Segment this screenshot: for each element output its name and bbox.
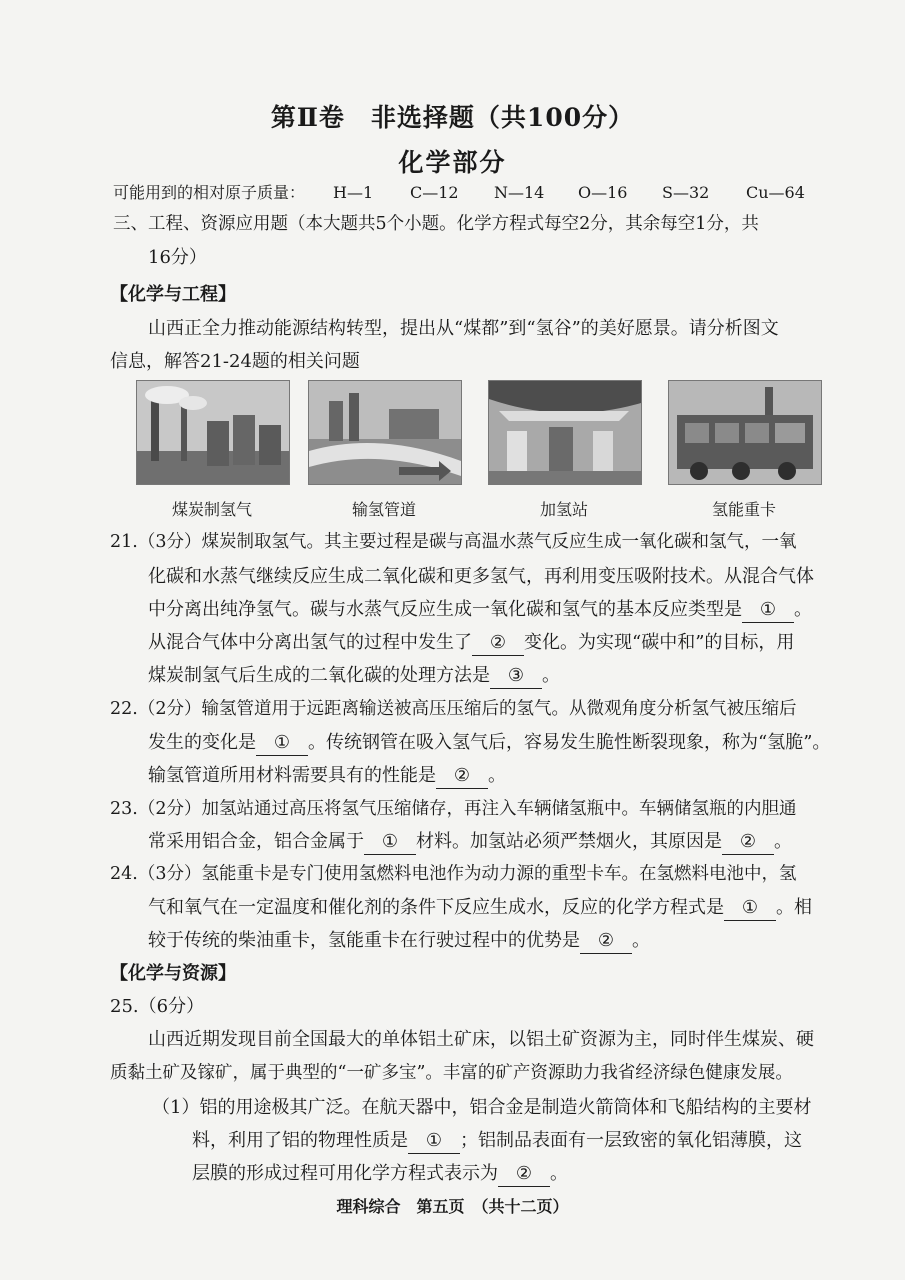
q23-text: 材料。加氢站必须严禁烟火，其原因是: [416, 831, 722, 852]
q25-text: 料，利用了铝的物理性质是: [192, 1130, 408, 1151]
atomic-mass-s: S—32: [662, 183, 710, 202]
q22-text: 发生的变化是: [148, 732, 256, 753]
caption-coal-hydrogen: 煤炭制氢气: [171, 500, 252, 519]
q25-sub1-line1: （1）铝的用途极其广泛。在航天器中，铝合金是制造火箭筒体和飞船结构的主要材: [152, 1097, 812, 1118]
q23-line1: 23.（2分）加氢站通过高压将氢气压缩储存，再注入车辆储氢瓶中。车辆储氢瓶的内胆通: [110, 799, 797, 819]
chemistry-resources-heading: 【化学与资源】: [110, 963, 236, 984]
q21-blank-3: ③: [490, 664, 542, 689]
chemistry-engineering-heading: 【化学与工程】: [110, 284, 236, 305]
q21-blank-1: ①: [742, 598, 794, 623]
q25-text: 层膜的形成过程可用化学方程式表示为: [192, 1163, 498, 1184]
hydrogen-station-photo: [488, 380, 642, 485]
q24-text: 。: [632, 930, 650, 951]
q25-intro-line2: 质黏土矿及镓矿，属于典型的“一矿多宝”。丰富的矿产资源助力我省经济绿色健康发展。: [110, 1063, 793, 1083]
engineering-intro-line1: 山西正全力推动能源结构转型，提出从“煤都”到“氢谷”的美好愿景。请分析图文: [148, 318, 779, 339]
q25-sub1-line3: [192, 1162, 568, 1187]
q24-line3: [148, 929, 650, 954]
q24-line2: [148, 896, 812, 921]
hydrogen-truck-photo: [668, 380, 822, 485]
q22-text: 输氢管道所用材料需要具有的性能是: [148, 765, 436, 786]
hydrogen-pipeline-photo: [308, 380, 462, 485]
atomic-mass-c: C—12: [410, 183, 459, 202]
section-3-heading-line2: 16分）: [148, 247, 207, 268]
q24-text: 气和氧气在一定温度和催化剂的条件下反应生成水，反应的化学方程式是: [148, 897, 724, 918]
q22-line2: [148, 731, 830, 756]
q25-text: ；铝制品表面有一层致密的氧化铝薄膜，这: [460, 1130, 802, 1151]
caption-station: 加氢站: [539, 500, 588, 519]
q23-line2: [148, 830, 792, 855]
atomic-mass-n: N—14: [494, 183, 545, 202]
q25-sub1-line2: [192, 1129, 802, 1154]
q21-line4: [148, 631, 794, 656]
atomic-mass-cu: Cu—64: [746, 183, 805, 202]
q24-blank-1: ①: [724, 896, 776, 921]
q23-text: 。: [774, 831, 792, 852]
q22-blank-2: ②: [436, 764, 488, 789]
section-3-heading-line1: 三、工程、资源应用题（本大题共5个小题。化学方程式每空2分，其余每空1分，共: [113, 214, 759, 234]
q21-line3: [148, 598, 812, 623]
q25-intro-line1: 山西近期发现目前全国最大的单体铝土矿床，以铝土矿资源为主，同时伴生煤炭、硬: [148, 1029, 814, 1050]
caption-pipeline: 输氢管道: [351, 500, 416, 519]
q23-blank-1: ①: [364, 830, 416, 855]
q22-text: 。: [488, 765, 506, 786]
q25-blank-1: ①: [408, 1129, 460, 1154]
engineering-intro-line2: 信息，解答21-24题的相关问题: [110, 351, 360, 372]
q24-text: 较于传统的柴油重卡，氢能重卡在行驶过程中的优势是: [148, 930, 580, 951]
q23-text: 常采用铝合金，铝合金属于: [148, 831, 364, 852]
q21-line5: [148, 664, 560, 689]
q24-line1: 24.（3分）氢能重卡是专门使用氢燃料电池作为动力源的重型卡车。在氢燃料电池中，氢: [110, 864, 797, 884]
paper-section-title: 第Ⅱ卷 非选择题（共100分）: [270, 103, 635, 132]
q22-text: 。传统钢管在吸入氢气后，容易发生脆性断裂现象，称为“氢脆”。: [308, 732, 831, 753]
q22-line1: 22.（2分）输氢管道用于远距离输送被高压压缩后的氢气。从微观角度分析氢气被压缩后: [110, 699, 797, 719]
q24-text: 。相: [776, 897, 812, 918]
q21-line2: 化碳和水蒸气继续反应生成二氧化碳和更多氢气，再利用变压吸附技术。从混合气体: [148, 566, 814, 587]
page-footer: 理科综合 第五页 （共十二页）: [336, 1197, 569, 1216]
q21-text: 。: [794, 599, 812, 620]
q21-text: 。: [542, 665, 560, 686]
coal-hydrogen-photo: [136, 380, 290, 485]
q21-text: 煤炭制氢气后生成的二氧化碳的处理方法是: [148, 665, 490, 686]
q25-text: 。: [550, 1163, 568, 1184]
q23-blank-2: ②: [722, 830, 774, 855]
q25-label: 25.（6分）: [110, 996, 205, 1017]
atomic-mass-label: 可能用到的相对原子质量：: [113, 183, 306, 202]
atomic-mass-o: O—16: [578, 183, 628, 202]
q21-text: 中分离出纯净氢气。碳与水蒸气反应生成一氧化碳和氢气的基本反应类型是: [148, 599, 742, 620]
q21-line1: 21.（3分）煤炭制取氢气。其主要过程是碳与高温水蒸气反应生成一氧化碳和氢气，一氧: [110, 532, 797, 552]
q25-blank-2: ②: [498, 1162, 550, 1187]
atomic-mass-h: H—1: [333, 183, 374, 202]
q21-blank-2: ②: [472, 631, 524, 656]
q22-blank-1: ①: [256, 731, 308, 756]
subject-title: 化学部分: [398, 148, 507, 177]
q21-text: 从混合气体中分离出氢气的过程中发生了: [148, 632, 472, 653]
q24-blank-2: ②: [580, 929, 632, 954]
atomic-mass-row: [113, 181, 305, 205]
caption-truck: 氢能重卡: [711, 500, 776, 519]
q21-text: 变化。为实现“碳中和”的目标，用: [524, 632, 795, 653]
q22-line3: [148, 764, 506, 789]
